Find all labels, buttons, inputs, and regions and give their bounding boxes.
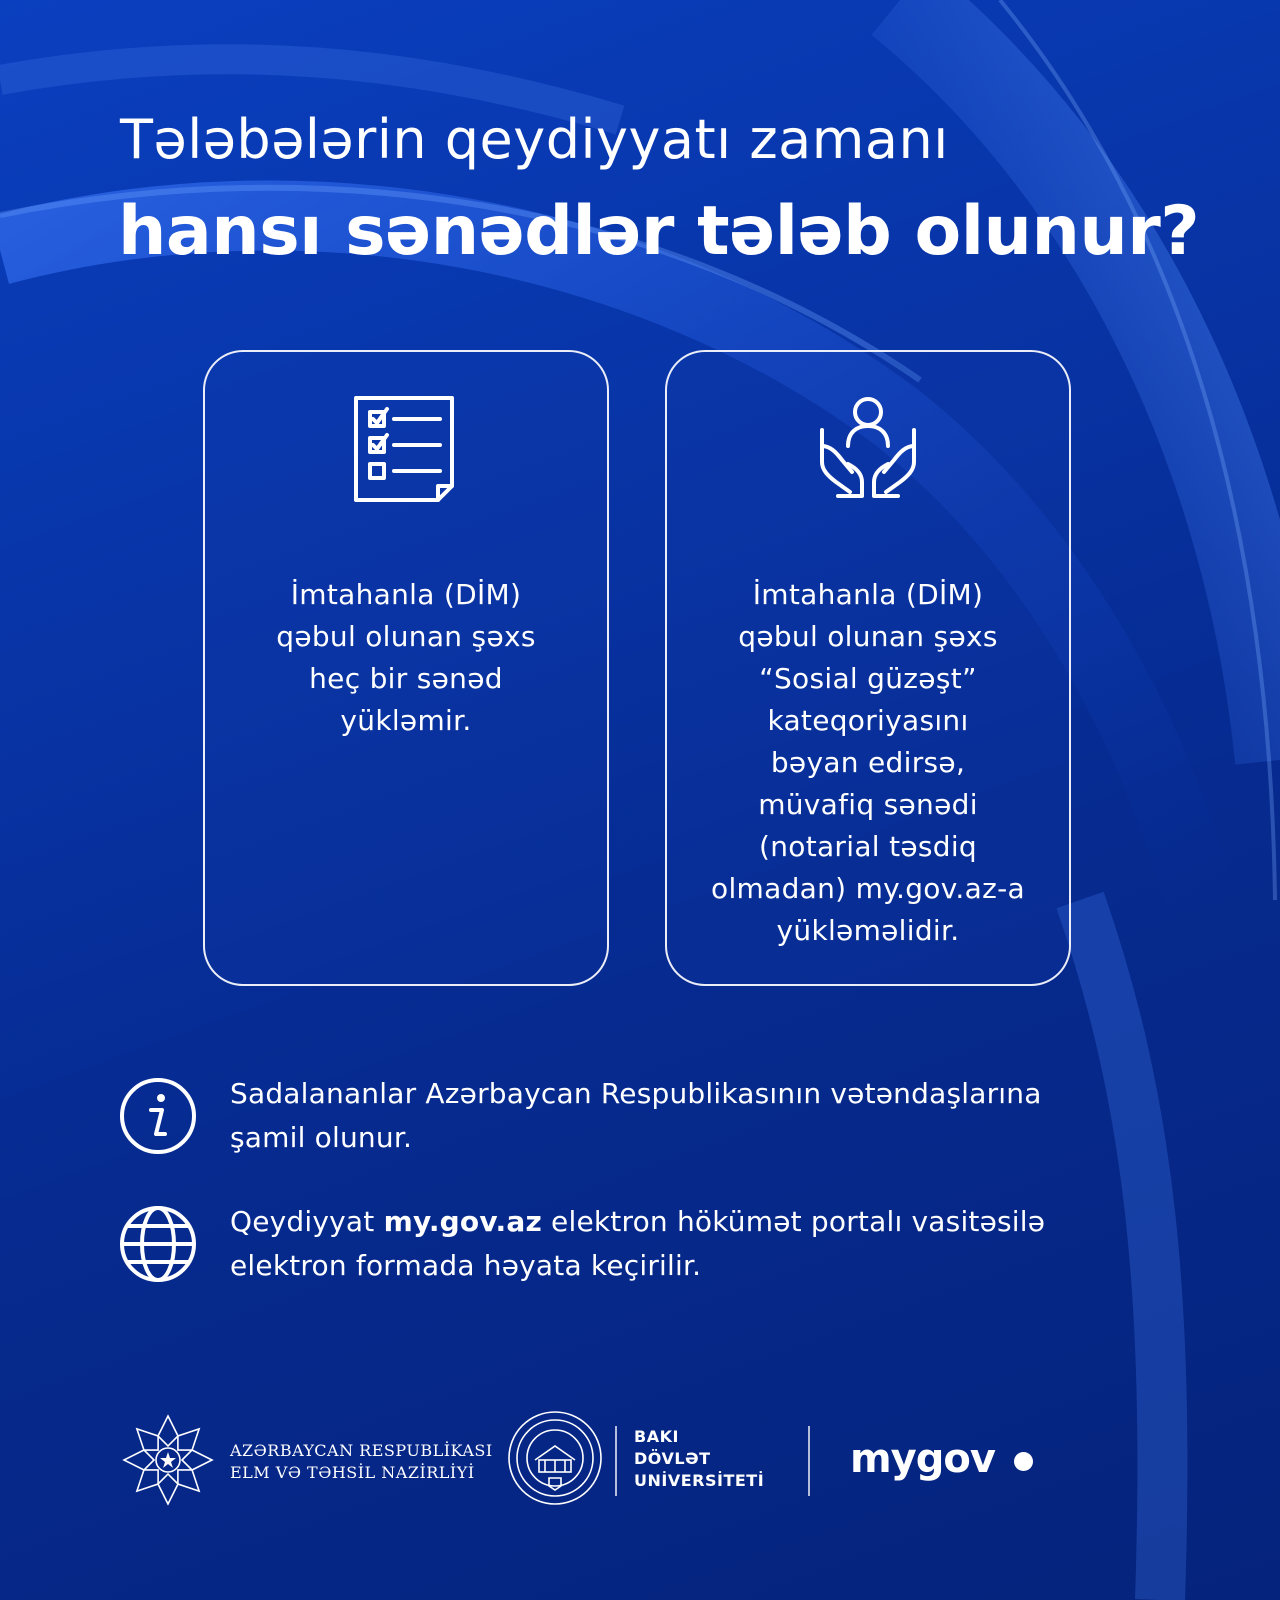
card-social-benefit — [665, 350, 1071, 986]
info-text-prefix: Qeydiyyat — [230, 1205, 384, 1238]
info-registration — [118, 1200, 1178, 1290]
globe-icon — [118, 1204, 198, 1284]
bdu-seal-icon — [505, 1408, 605, 1508]
bdu-name — [634, 1426, 764, 1492]
info-text-suffix: elektron hökümət portalı vasitəsilə — [541, 1205, 1046, 1238]
card-text — [687, 574, 1049, 952]
info-text — [230, 1072, 1190, 1160]
card-text-line: İmtahanla (DİM) — [290, 578, 522, 611]
card-text-line: yükləmir. — [340, 704, 472, 737]
info-icon — [118, 1076, 198, 1156]
card-text-line: (notarial təsdiq — [759, 830, 977, 863]
bdu-name-line: UNİVERSİTETİ — [634, 1471, 765, 1490]
card-text-line: kateqoriyasını — [767, 704, 969, 737]
info-citizens — [118, 1072, 1178, 1162]
card-text-line: müvafiq sənədi — [758, 788, 978, 821]
info-text-line — [230, 1200, 1190, 1244]
title-line-2: hansı sənədlər tələb olunur? — [118, 192, 1200, 271]
card-text — [225, 574, 587, 742]
ministry-name-line: ELM VƏ TƏHSİL NAZİRLİYİ — [230, 1463, 475, 1482]
checklist-icon — [346, 390, 466, 510]
mygov-logo: mygov — [850, 1436, 995, 1482]
mygov-logo-dot — [1014, 1452, 1033, 1471]
footer-logos — [0, 1400, 1280, 1510]
card-text-line: İmtahanla (DİM) — [752, 578, 984, 611]
card-text-line: heç bir sənəd — [309, 662, 503, 695]
card-text-line: yükləməlidir. — [776, 914, 960, 947]
footer-divider — [615, 1426, 617, 1496]
info-text-line: elektron formada həyata keçirilir. — [230, 1249, 702, 1282]
info-text-line: şamil olunur. — [230, 1121, 413, 1154]
card-text-line: qəbul olunan şəxs — [276, 620, 536, 653]
card-no-documents — [203, 350, 609, 986]
mygov-link-text: my.gov.az — [383, 1205, 542, 1238]
bdu-name-line: BAKI — [634, 1427, 679, 1446]
info-text — [230, 1200, 1190, 1288]
hands-person-icon — [808, 390, 928, 510]
ministry-name-line: AZƏRBAYCAN RESPUBLİKASI — [230, 1441, 493, 1460]
bdu-name-line: DÖVLƏT — [634, 1449, 711, 1468]
footer-divider — [808, 1426, 810, 1496]
title-line-1: Tələbələrin qeydiyyatı zamanı — [120, 108, 949, 171]
info-text-line: Sadalananlar Azərbaycan Respublikasının vətəndaşlarına — [230, 1077, 1042, 1110]
ministry-name — [230, 1440, 493, 1484]
card-text-line: qəbul olunan şəxs — [738, 620, 998, 653]
card-text-line: “Sosial güzəşt” — [759, 662, 977, 695]
card-text-line: bəyan edirsə, — [770, 746, 966, 779]
ministry-emblem-icon — [118, 1410, 218, 1510]
card-text-line: olmadan) my.gov.az-a — [711, 872, 1025, 905]
